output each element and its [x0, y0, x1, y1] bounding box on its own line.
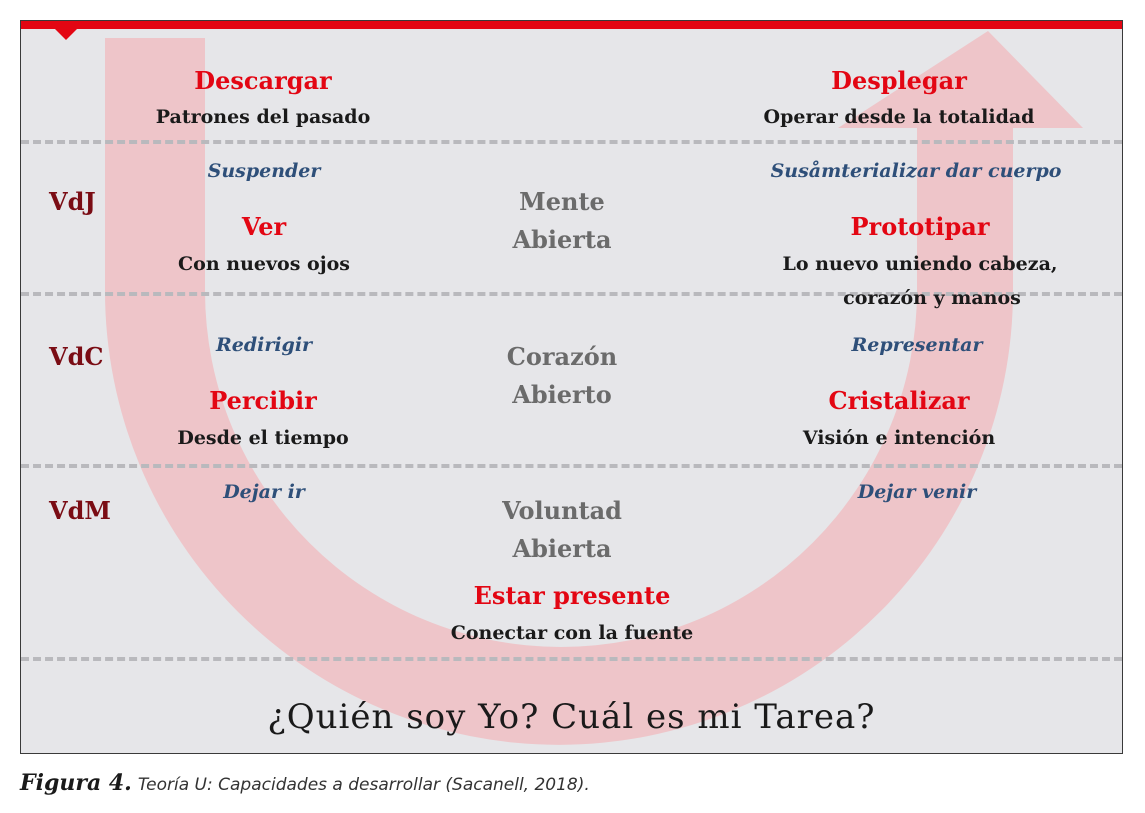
- figure-caption: [20, 770, 590, 796]
- prototipar-title: Prototipar: [850, 212, 990, 241]
- mente-abierta-line2: Abierta: [512, 225, 612, 254]
- percibir-title: Percibir: [209, 386, 317, 415]
- corazon-abierto-line2: Abierto: [512, 380, 612, 409]
- dejar-ir-label: Dejar ir: [223, 481, 305, 503]
- desplegar-title: Desplegar: [831, 66, 967, 95]
- prototipar-subtitle-line2: corazón y manos: [843, 287, 1021, 309]
- percibir-subtitle: Desde el tiempo: [177, 427, 349, 449]
- descargar-subtitle: Patrones del pasado: [155, 106, 371, 128]
- mente-abierta-line1: Mente: [519, 187, 605, 216]
- desplegar-subtitle: Operar desde la totalidad: [763, 106, 1035, 128]
- representar-label: Representar: [851, 334, 983, 356]
- suspender-label: Suspender: [207, 160, 321, 182]
- row-divider-1: [21, 140, 1122, 144]
- question-text: ¿Quién soy Yo? Cuál es mi Tarea?: [267, 697, 876, 737]
- row-divider-4: [21, 657, 1122, 661]
- cristalizar-subtitle: Visión e intención: [802, 427, 996, 449]
- redirigir-label: Redirigir: [215, 334, 313, 356]
- level-label-vdc: VdC: [49, 342, 104, 371]
- ver-subtitle: Con nuevos ojos: [178, 253, 350, 275]
- estar-presente-title: Estar presente: [473, 581, 671, 610]
- descargar-title: Descargar: [194, 66, 332, 95]
- row-divider-3: [21, 464, 1122, 468]
- estar-presente-subtitle: Conectar con la fuente: [450, 622, 694, 644]
- caption-text: Teoría U: Capacidades a desarrollar (Sacanell, 2018).: [137, 775, 590, 795]
- theory-u-diagram: [20, 20, 1123, 754]
- cristalizar-title: Cristalizar: [828, 386, 970, 415]
- level-label-vdm: VdM: [49, 496, 111, 525]
- voluntad-abierta-line2: Abierta: [512, 534, 612, 563]
- ver-title: Ver: [241, 212, 287, 241]
- corazon-abierto-line1: Corazón: [506, 342, 618, 371]
- materializar-label: Susåmterializar dar cuerpo: [770, 160, 1062, 182]
- level-label-vdj: VdJ: [49, 187, 96, 216]
- caption-label: Figura 4.: [20, 770, 132, 796]
- voluntad-abierta-line1: Voluntad: [502, 496, 622, 525]
- dejar-venir-label: Dejar venir: [857, 481, 977, 503]
- prototipar-subtitle-line1: Lo nuevo uniendo cabeza,: [782, 253, 1058, 275]
